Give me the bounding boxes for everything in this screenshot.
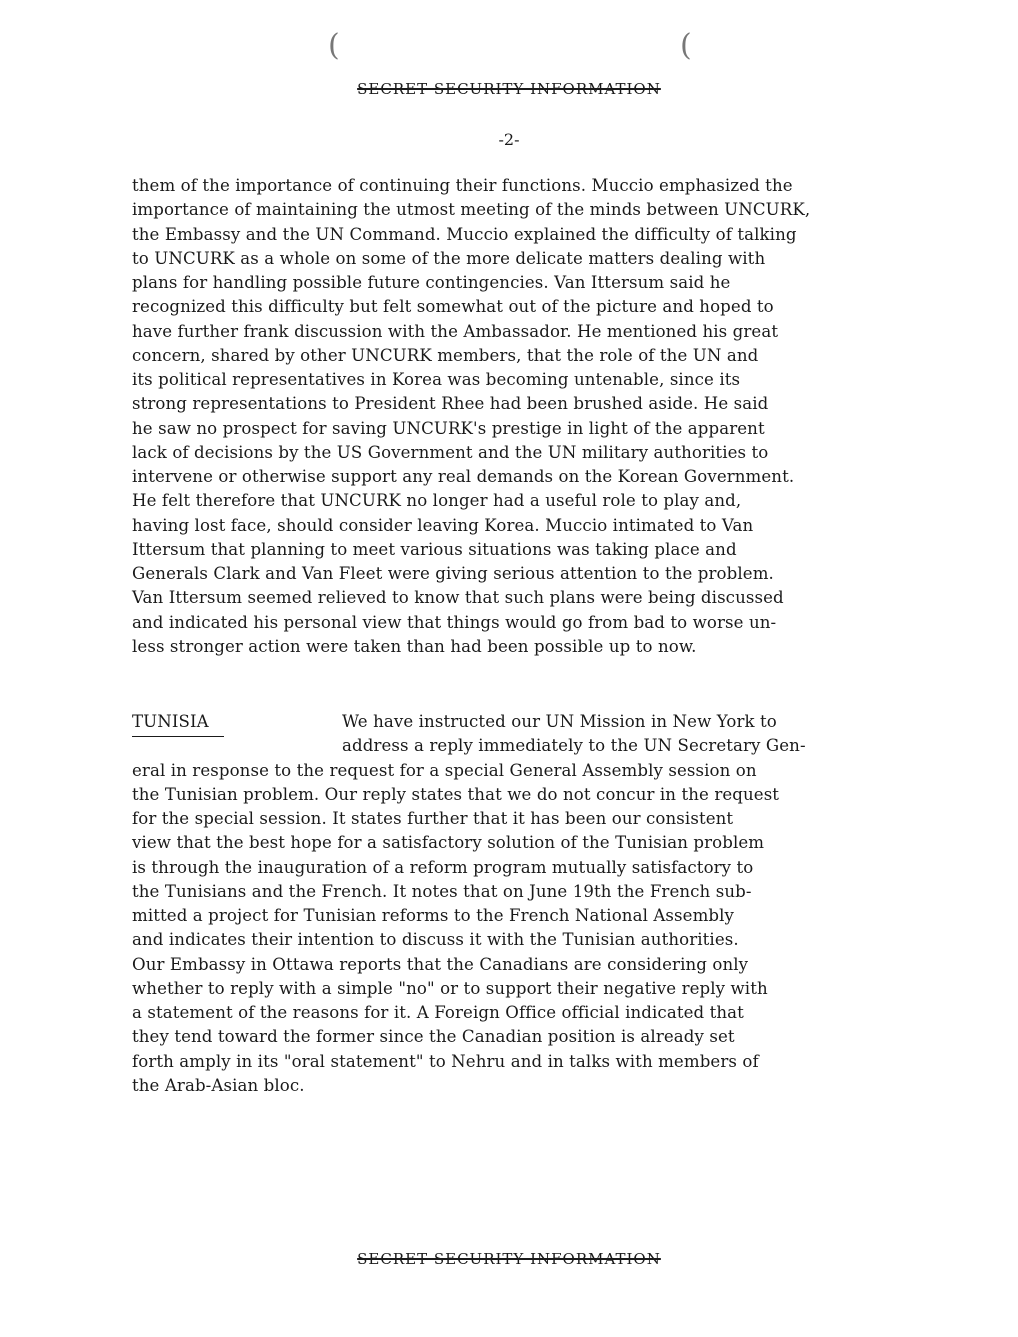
punch-mark-left: (	[328, 28, 340, 63]
text-line: strong representations to President Rhee had been brushed aside. He said	[132, 394, 769, 414]
text-line: they tend toward the former since the Canadian position is already set	[132, 1027, 735, 1047]
text-line: We have instructed our UN Mission in New York to	[342, 712, 777, 731]
text-line: recognized this difficulty but felt somewhat out of the picture and hoped to	[132, 297, 774, 317]
text-line: He felt therefore that UNCURK no longer had a useful role to play and,	[132, 491, 742, 511]
text-line: Generals Clark and Van Fleet were giving serious attention to the problem.	[132, 564, 774, 583]
text-line: is through the inauguration of a reform program mutually satisfactory to	[132, 857, 754, 877]
text-line: plans for handling possible future contingencies. Van Ittersum said he	[132, 273, 731, 292]
text-line: having lost face, should consider leaving Korea. Muccio intimated to Van	[132, 515, 754, 535]
text-line: the Tunisians and the French. It notes that on June 19th the French sub-	[132, 881, 752, 901]
korea-paragraph	[132, 174, 964, 659]
text-line: he saw no prospect for saving UNCURK's prestige in light of the apparent	[132, 418, 765, 438]
text-line: address a reply immediately to the UN Secretary Gen-	[342, 736, 806, 756]
page-number: -2-	[498, 130, 520, 149]
text-line: less stronger action were taken than had been possible up to now.	[132, 636, 697, 656]
text-line: the Embassy and the UN Command. Muccio explained the difficulty of talking	[132, 224, 797, 244]
text-line: mitted a project for Tunisian reforms to the French National Assembly	[132, 906, 735, 925]
footer-classification-mark: SECRET SECURITY INFORMATION	[357, 1250, 661, 1268]
text-line: its political representatives in Korea was becoming untenable, since its	[132, 370, 741, 389]
text-line: to UNCURK as a whole on some of the more delicate matters dealing with	[132, 248, 766, 268]
text-line: eral in response to the request for a special General Assembly session on	[132, 760, 757, 780]
section-heading-tunisia: TUNISIA	[132, 710, 224, 737]
text-line: and indicated his personal view that things would go from bad to worse un-	[132, 612, 777, 632]
text-line: Our Embassy in Ottawa reports that the Canadians are considering only	[132, 954, 749, 974]
text-line: and indicates their intention to discuss it with the Tunisian authorities.	[132, 930, 739, 950]
tunisia-section	[132, 710, 964, 1098]
text-line: lack of decisions by the US Government and the UN military authorities to	[132, 442, 769, 462]
text-line: a statement of the reasons for it. A Foreign Office official indicated that	[132, 1003, 744, 1022]
text-line: forth amply in its "oral statement" to Nehru and in talks with members of	[132, 1051, 759, 1071]
header-classification-mark: SECRET SECURITY INFORMATION	[357, 80, 661, 98]
text-line: the Tunisian problem. Our reply states that we do not concur in the request	[132, 784, 780, 804]
punch-mark-right: (	[680, 28, 692, 63]
text-line: view that the best hope for a satisfactory solution of the Tunisian problem	[132, 833, 765, 853]
text-line: concern, shared by other UNCURK members, that the role of the UN and	[132, 345, 759, 365]
text-line: for the special session. It states further that it has been our consistent	[132, 809, 734, 828]
text-line: importance of maintaining the utmost meeting of the minds between UNCURK,	[132, 200, 811, 220]
text-line: Ittersum that planning to meet various situations was taking place and	[132, 539, 737, 559]
text-line: Van Ittersum seemed relieved to know that such plans were being discussed	[132, 588, 784, 608]
text-line: whether to reply with a simple "no" or to support their negative reply with	[132, 978, 768, 998]
text-line: the Arab-Asian bloc.	[132, 1075, 305, 1095]
text-line: them of the importance of continuing their functions. Muccio emphasized the	[132, 176, 793, 195]
text-line: intervene or otherwise support any real demands on the Korean Government.	[132, 467, 795, 486]
text-line: have further frank discussion with the Ambassador. He mentioned his great	[132, 321, 779, 341]
